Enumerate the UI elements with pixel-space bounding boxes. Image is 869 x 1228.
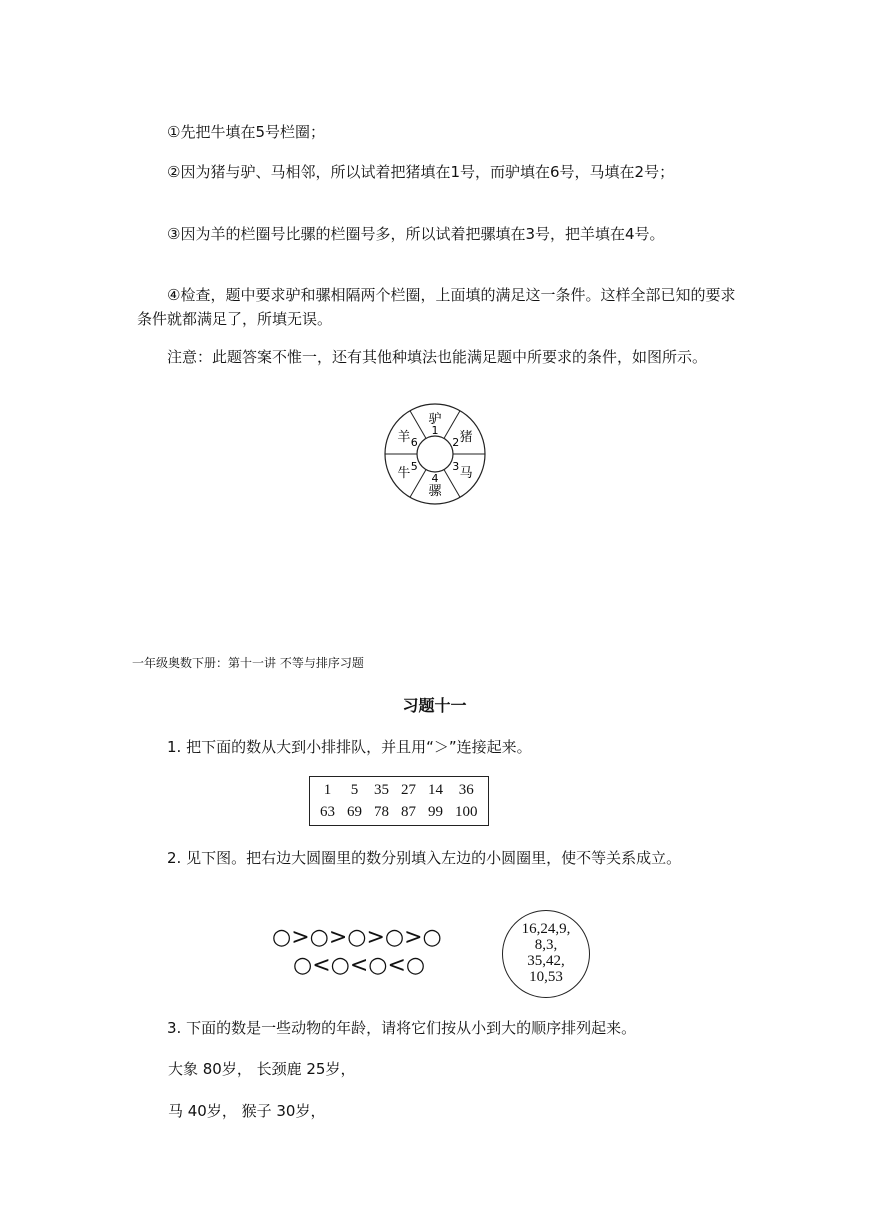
sector-number: 6 bbox=[410, 436, 418, 449]
solution-step-4: ④检查，题中要求驴和骡相隔两个栏圈，上面填的满足这一条件。这样全部已知的要求条件就都满足了，所填无误。 bbox=[137, 286, 736, 328]
pen-wheel-diagram bbox=[383, 402, 487, 506]
inner-circle bbox=[417, 436, 453, 472]
table-cell: 100 bbox=[455, 803, 478, 820]
age-line-2: 马 40岁， 猴子 30岁， bbox=[168, 1102, 326, 1120]
table-cell: 87 bbox=[401, 803, 416, 820]
solution-step-3: ③因为羊的栏圈号比骡的栏圈号多，所以试着把骡填在3号，把羊填在4号。 bbox=[167, 225, 665, 243]
table-cell: 5 bbox=[350, 781, 359, 798]
sector-animal: 骡 bbox=[428, 484, 442, 499]
wheel-spoke bbox=[410, 470, 426, 498]
number-grid bbox=[314, 779, 484, 823]
question-3: 3. 下面的数是一些动物的年龄，请将它们按从小到大的顺序排列起来。 bbox=[167, 1019, 637, 1037]
sector-animal: 驴 bbox=[428, 412, 442, 427]
table-cell: 99 bbox=[428, 803, 443, 820]
table-cell: 27 bbox=[401, 781, 416, 798]
solution-step-2: ②因为猪与驴、马相邻，所以试着把猪填在1号，而驴填在6号，马填在2号； bbox=[167, 163, 675, 181]
sector-animal: 羊 bbox=[397, 430, 411, 445]
sector-number: 5 bbox=[410, 460, 418, 473]
table-cell: 35 bbox=[374, 781, 389, 798]
age-line-1: 大象 80岁， 长颈鹿 25岁， bbox=[168, 1060, 356, 1078]
table-cell: 78 bbox=[374, 803, 389, 820]
inequality-row-2: ○<○<○<○ bbox=[293, 953, 426, 978]
wheel-spoke bbox=[410, 411, 426, 439]
chapter-footer: 一年级奥数下册：第十一讲 不等与排序习题 bbox=[132, 656, 364, 670]
table-row bbox=[314, 779, 484, 801]
sector-animal: 牛 bbox=[397, 466, 411, 481]
exercise-title: 习题十一 bbox=[402, 696, 467, 715]
pool-line: 10,53 bbox=[529, 969, 563, 985]
step-1-text: ①先把牛填在5号栏圈； bbox=[167, 123, 325, 141]
sector-animal: 马 bbox=[459, 466, 473, 481]
table-row bbox=[314, 801, 484, 823]
table-cell: 69 bbox=[347, 803, 362, 820]
table-cell: 63 bbox=[320, 803, 335, 820]
sector-number: 1 bbox=[431, 424, 439, 437]
inequality-row-1: ○>○>○>○>○ bbox=[272, 925, 442, 950]
table-cell: 1 bbox=[323, 781, 332, 798]
pool-line: 16,24,9, bbox=[521, 921, 571, 937]
table-cell: 14 bbox=[428, 781, 443, 798]
sector-number: 4 bbox=[431, 472, 439, 485]
question-1: 1. 把下面的数从大到小排排队，并且用“＞”连接起来。 bbox=[167, 738, 532, 756]
number-table bbox=[309, 776, 489, 826]
number-pool-circle bbox=[502, 910, 590, 998]
solution-note: 注意：此题答案不惟一，还有其他种填法也能满足题中所要求的条件，如图所示。 bbox=[167, 348, 708, 366]
question-2: 2. 见下图。把右边大圆圈里的数分别填入左边的小圆圈里，使不等关系成立。 bbox=[167, 849, 682, 867]
sector-number: 2 bbox=[452, 436, 460, 449]
pool-line: 8,3, bbox=[534, 937, 558, 953]
solution-step-1 bbox=[137, 120, 737, 144]
sector-number: 3 bbox=[452, 460, 460, 473]
wheel-labels bbox=[397, 412, 472, 499]
wheel-spoke bbox=[444, 470, 460, 498]
table-cell: 36 bbox=[458, 781, 474, 798]
wheel-spoke bbox=[444, 411, 460, 439]
pool-line: 35,42, bbox=[527, 953, 565, 969]
sector-animal: 猪 bbox=[459, 430, 473, 445]
